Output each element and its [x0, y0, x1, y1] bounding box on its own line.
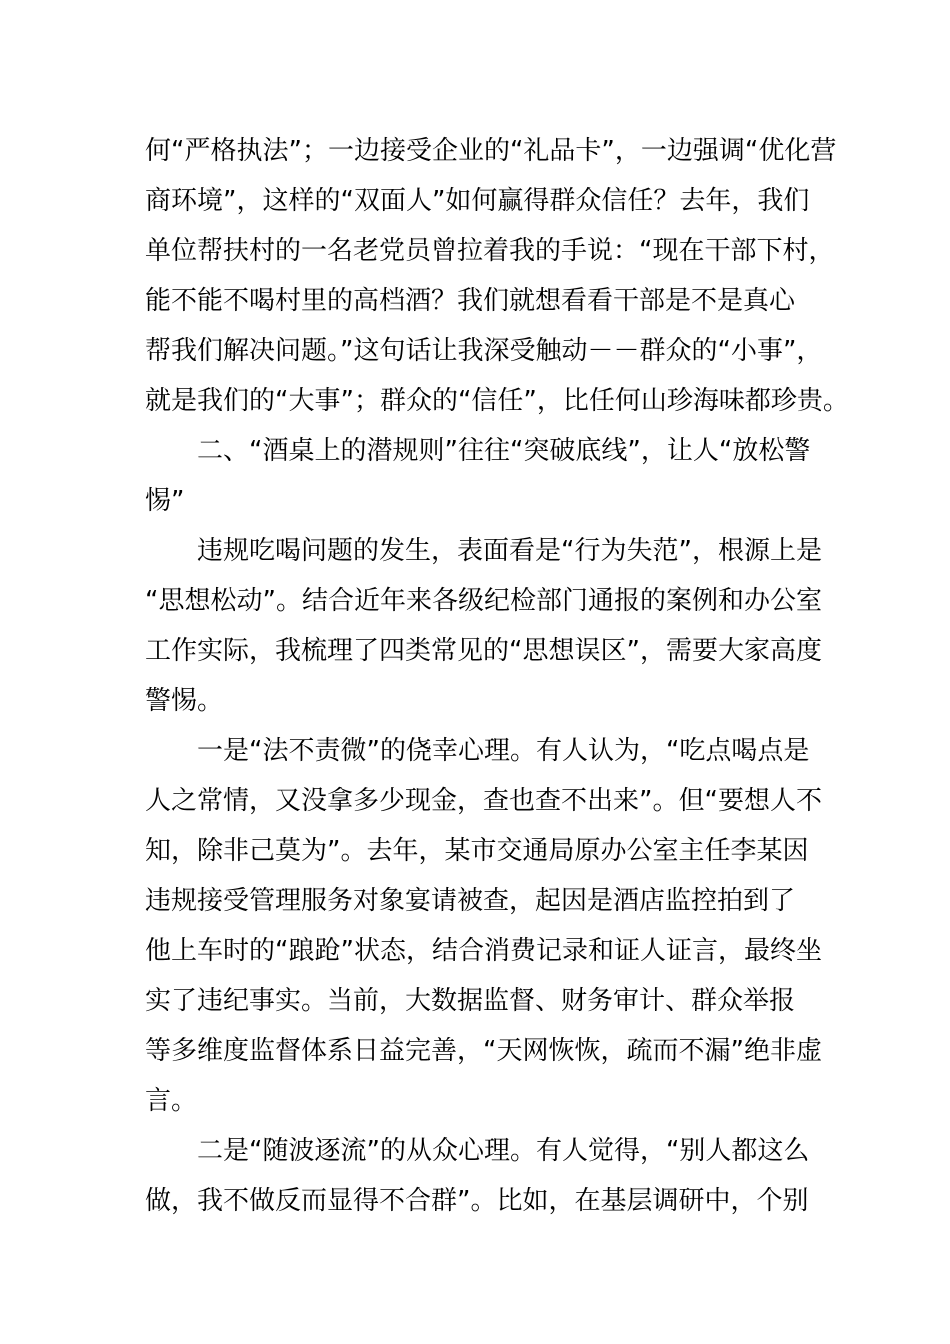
- text-line: 帮我们解决问题。”这句话让我深受触动－－群众的“小事”，: [145, 336, 823, 366]
- text-line: 实了违纪事实。当前，大数据监督、财务审计、群众举报: [145, 986, 796, 1016]
- text-line: 能不能不喝村里的高档酒？我们就想看看干部是不是真心: [145, 286, 796, 316]
- text-line: 工作实际，我梳理了四类常见的“思想误区”，需要大家高度: [145, 636, 822, 666]
- text-line: 违规接受管理服务对象宴请被查，起因是酒店监控拍到了: [145, 886, 796, 916]
- section-heading-line: 惕”: [145, 486, 185, 516]
- text-line: 违规吃喝问题的发生，表面看是“行为失范”，根源上是: [197, 536, 822, 566]
- text-line: 商环境”，这样的“双面人”如何赢得群众信任？去年，我们: [145, 186, 810, 216]
- text-line: 二是“随波逐流”的从众心理。有人觉得，“别人都这么: [197, 1136, 810, 1166]
- text-line: 一是“法不责微”的侥幸心理。有人认为，“吃点喝点是: [197, 736, 810, 766]
- text-line: 言。: [145, 1086, 198, 1116]
- text-line: “思想松动”。结合近年来各级纪检部门通报的案例和办公室: [145, 586, 822, 616]
- text-line: 做，我不做反而显得不合群”。比如，在基层调研中，个别: [145, 1186, 809, 1216]
- text-line: 人之常情，又没拿多少现金，查也查不出来”。但“要想人不: [145, 786, 822, 816]
- section-heading-line: 二、“酒桌上的潜规则”往往“突破底线”，让人“放松警: [197, 436, 811, 466]
- text-line: 他上车时的“踉跄”状态，结合消费记录和证人证言，最终坐: [145, 936, 822, 966]
- text-line: 单位帮扶村的一名老党员曾拉着我的手说：“现在干部下村，: [145, 236, 835, 266]
- text-line: 知，除非己莫为”。去年，某市交通局原办公室主任李某因: [145, 836, 809, 866]
- text-line: 就是我们的“大事”；群众的“信任”，比任何山珍海味都珍贵。: [145, 386, 849, 416]
- text-line: 警惕。: [145, 686, 224, 716]
- text-line: 等多维度监督体系日益完善，“天网恢恢，疏而不漏”绝非虚: [145, 1036, 822, 1066]
- text-line: 何“严格执法”；一边接受企业的“礼品卡”，一边强调“优化营: [145, 136, 837, 166]
- document-body: [145, 126, 849, 1226]
